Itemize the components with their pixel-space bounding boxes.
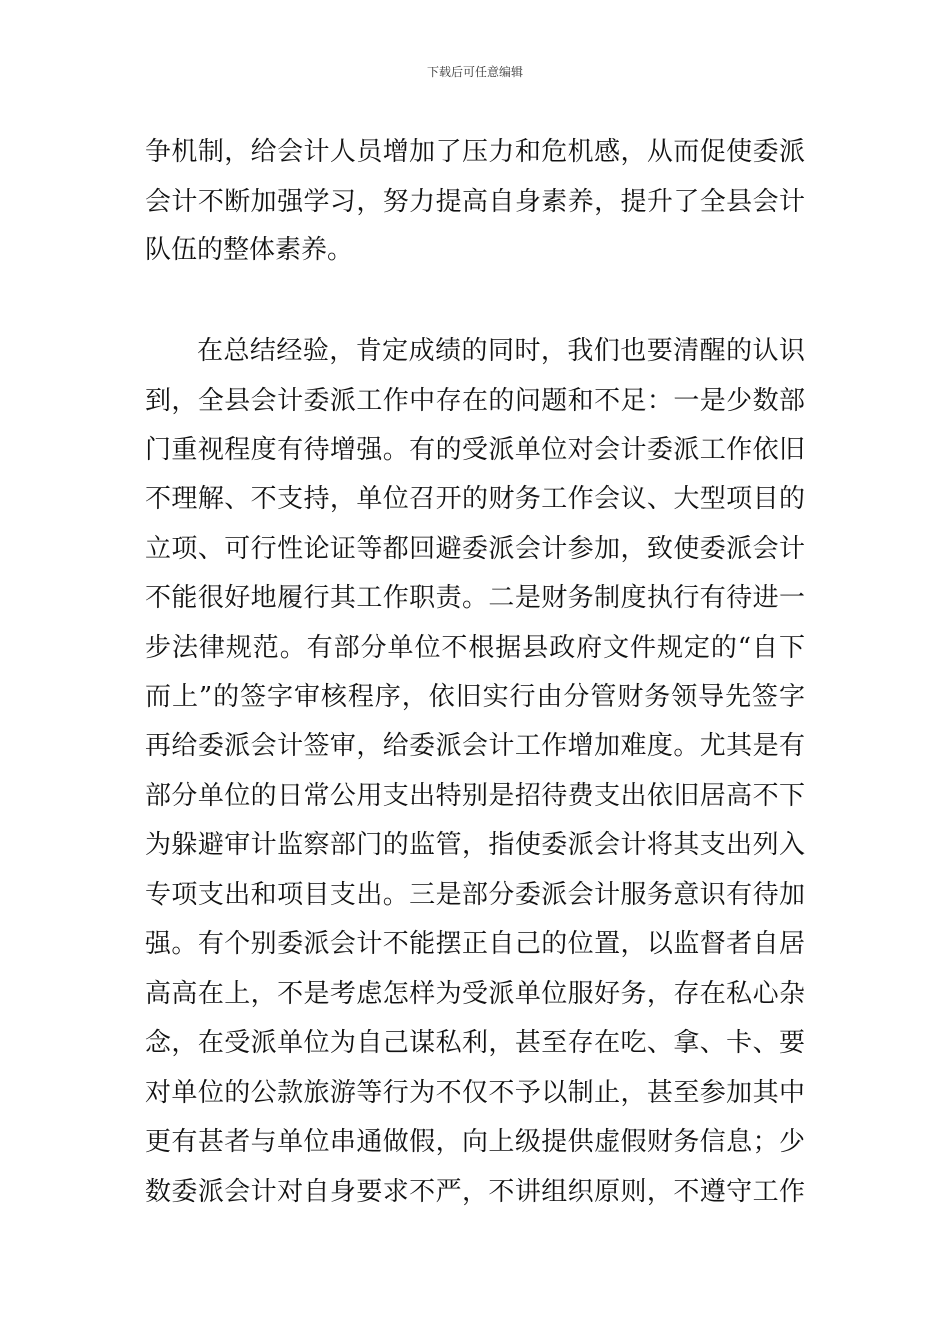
text-line: 强。有个别委派会计不能摆正自己的位置，以监督者自居 [145, 929, 805, 959]
text-line: 会计不断加强学习，努力提高自身素养，提升了全县会计 [145, 187, 805, 217]
text-line: 而上”的签字审核程序，依旧实行由分管财务领导先签字 [145, 682, 805, 712]
text-line: 步法律规范。有部分单位不根据县政府文件规定的“自下 [145, 633, 805, 663]
text-line: 念，在受派单位为自己谋私利，甚至存在吃、拿、卡、要 [145, 1028, 805, 1058]
text-line: 专项支出和项目支出。三是部分委派会计服务意识有待加 [145, 880, 805, 910]
text-line: 再给委派会计签审，给委派会计工作增加难度。尤其是有 [145, 731, 805, 761]
text-line: 对单位的公款旅游等行为不仅不予以制止，甚至参加其中 [145, 1078, 805, 1108]
text-line: 立项、可行性论证等都回避委派会计参加，致使委派会计 [145, 534, 805, 564]
text-line: 争机制，给会计人员增加了压力和危机感，从而促使委派 [145, 137, 805, 167]
text-line: 部分单位的日常公用支出特别是招待费支出依旧居高不下 [145, 781, 805, 811]
text-line: 高高在上，不是考虑怎样为受派单位服好务，存在私心杂 [145, 979, 805, 1009]
text-line: 到，全县会计委派工作中存在的问题和不足：一是少数部 [145, 386, 805, 416]
text-line: 为躲避审计监察部门的监管，指使委派会计将其支出列入 [145, 830, 805, 860]
text-line: 门重视程度有待增强。有的受派单位对会计委派工作依旧 [145, 435, 805, 465]
text-line: 数委派会计对自身要求不严，不讲组织原则，不遵守工作 [145, 1177, 805, 1207]
text-line: 不理解、不支持，单位召开的财务工作会议、大型项目的 [145, 484, 805, 514]
text-line: 更有甚者与单位串通做假，向上级提供虚假财务信息；少 [145, 1127, 805, 1157]
text-line: 不能很好地履行其工作职责。二是财务制度执行有待进一 [145, 583, 805, 613]
page-header: 下载后可任意编辑 [426, 65, 523, 79]
text-line: 在总结经验，肯定成绩的同时，我们也要清醒的认识 [197, 336, 805, 366]
text-line: 队伍的整体素养。 [145, 235, 354, 265]
